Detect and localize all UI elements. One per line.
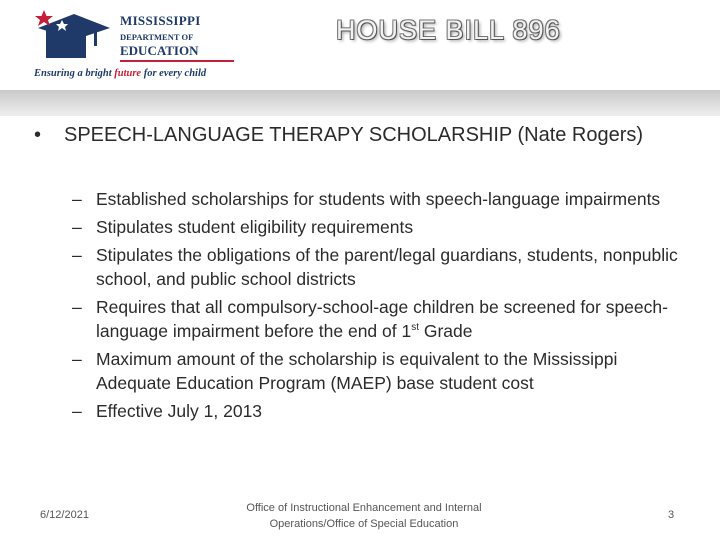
header-band [0, 90, 720, 116]
mde-logo [34, 6, 224, 84]
footer-page-number: 3 [668, 509, 675, 521]
sub-bullet-list [72, 187, 682, 427]
bullet-dot: • [34, 124, 42, 146]
footer-office-line2: Operations/Office of Special Education [269, 518, 459, 530]
sub-bullet: – Stipulates the obligations of the parent/legal guardians, students, nonpublic school, and public school districts [72, 245, 678, 289]
slide-title: HOUSE BILL 896 [336, 15, 561, 45]
logo-tagline: Ensuring a bright future for every child [34, 68, 207, 79]
logo-text-education: EDUCATION [120, 43, 199, 58]
footer-office [236, 500, 492, 532]
sub-bullet: – Requires that all compulsory-school-age children be screened for speech-language impairment before the end of 1st Grade [72, 297, 668, 341]
logo-rule [120, 60, 234, 62]
logo-text-department: DEPARTMENT OF [120, 32, 194, 42]
sub-bullet: – Maximum amount of the scholarship is equivalent to the Mississippi Adequate Education Program (MAEP) base student cost [72, 349, 618, 393]
footer-office-line1: Office of Instructional Enhancement and Internal [246, 502, 482, 514]
slide-header [0, 0, 720, 90]
sub-bullet: – Effective July 1, 2013 [72, 401, 263, 421]
logo-text-mississippi: MISSISSIPPI [120, 13, 201, 28]
footer-date: 6/12/2021 [40, 509, 89, 521]
sub-bullet: – Stipulates student eligibility requirements [72, 217, 414, 237]
graduation-cap-map-icon [34, 6, 118, 66]
sub-bullet: – Established scholarships for students with speech-language impairments [72, 189, 661, 209]
main-bullet-text: SPEECH-LANGUAGE THERAPY SCHOLARSHIP (Nate Rogers) [64, 124, 644, 146]
